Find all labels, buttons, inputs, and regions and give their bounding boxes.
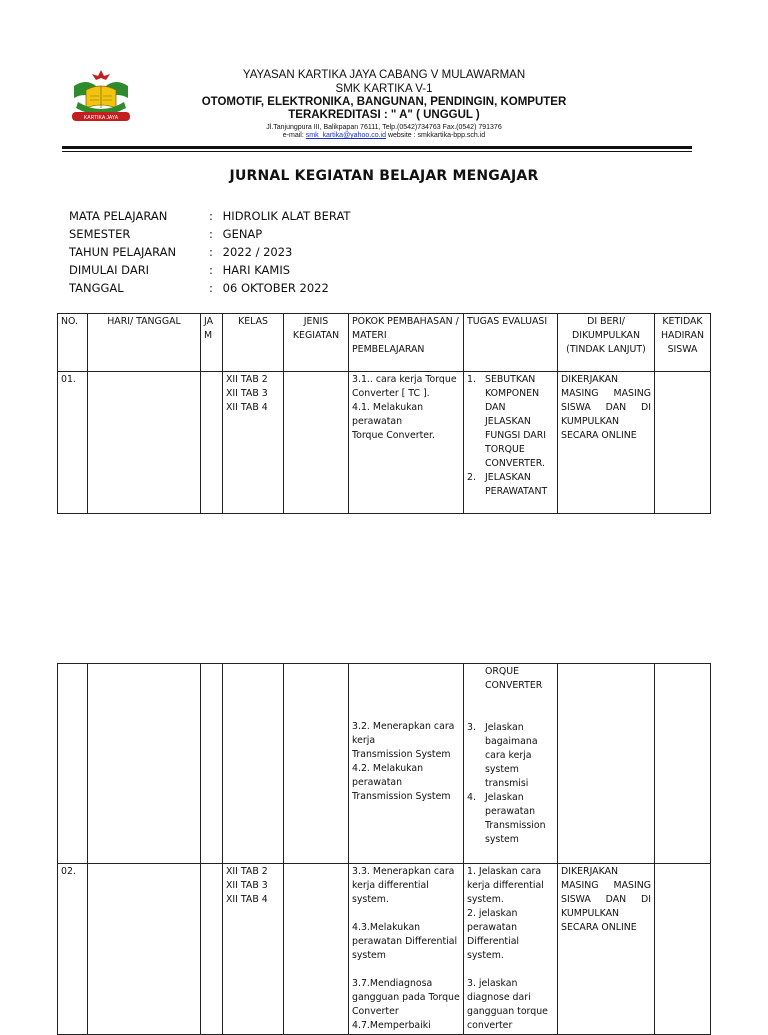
col-header-task: TUGAS EVALUASI [464,314,558,372]
header-rule-thick [62,146,692,149]
table-header-row [58,314,711,372]
table-row [58,664,711,864]
row-task: 1. SEBUTKAN KOMPONEN DAN JELASKAN FUNGSI DARI TORQUE CONVERTER. 2. JELASKAN PERAWATANT [464,372,558,514]
row-absence [655,864,711,1035]
header-rule-thin [62,151,692,152]
programs-line: OTOMOTIF, ELEKTRONIKA, BANGUNAN, PENDINGIN, KOMPUTER [201,96,567,108]
table-row [58,372,711,514]
info-row-start: DIMULAI DARI : HARI KAMIS [69,263,291,277]
info-row-semester: SEMESTER : GENAP [69,227,263,241]
school-name: SMK KARTIKA V-1 [335,83,433,95]
journal-table-page2 [57,663,711,1035]
address-line: Jl.Tanjungpura III, Balikpapan 76111, Telp.(0542)734763 Fax.(0542) 791376 [266,124,502,131]
row-topic: 3.1.. cara kerja Torque Converter [ TC ]. 4.1. Melakukan perawatan Torque Converter. [349,372,464,514]
col-header-class: KELAS [223,314,284,372]
col-header-no: NO. [58,314,88,372]
row-task: ORQUE CONVERTER 3. Jelaskan bagaimana cara kerja system transmisi 4. Jelaskan perawatan Transmission system [464,664,558,864]
row-task: 1. Jelaskan cara kerja differential system. 2. jelaskan perawatan Differential system. 3. jelaskan diagnose dari gangguan torque converter [464,864,558,1035]
info-row-subject: MATA PELAJARAN : HIDROLIK ALAT BERAT [69,209,351,223]
row-topic: 3.3. Menerapkan cara kerja differential system. 4.3.Melakukan perawatan Differential system 3.7.Mendiagnosa gangguan pada Torque Converter 4.7.Memperbaiki [349,864,464,1035]
email-link[interactable]: smk_kartika@yahoo.co.id [305,132,386,139]
journal-table-page1 [57,313,711,514]
col-header-absence: KETIDAK HADIRAN SISWA [655,314,711,372]
row-day [88,864,201,1035]
col-header-day: HARI/ TANGGAL [88,314,201,372]
row-absence [655,372,711,514]
col-header-hour: JA M [201,314,223,372]
accreditation-line: TERAKREDITASI : " A" ( UNGGUL ) [288,109,480,121]
row-followup: DIKERJAKAN MASING MASING SISWA DAN DI KUMPULKAN SECARA ONLINE [558,372,655,514]
info-row-year: TAHUN PELAJARAN : 2022 / 2023 [69,245,293,259]
info-row-date: TANGGAL : 06 OKTOBER 2022 [69,281,329,295]
logo-text: KARTIKA JAYA [83,115,119,121]
contact-line: e-mail: smk_kartika@yahoo.co.id website : smkkartika-bpp.sch.id [282,132,486,139]
row-no: 01. [58,372,88,514]
col-header-topic: POKOK PEMBAHASAN / MATERI PEMBELAJARAN [349,314,464,372]
table-row [58,864,711,1035]
row-day [88,372,201,514]
col-header-activity: JENIS KEGIATAN [284,314,349,372]
row-no: 02. [58,864,88,1035]
row-hour [201,864,223,1035]
row-class: XII TAB 2 XII TAB 3 XII TAB 4 [223,372,284,514]
row-class: XII TAB 2 XII TAB 3 XII TAB 4 [223,864,284,1035]
row-activity [284,864,349,1035]
document-title: JURNAL KEGIATAN BELAJAR MENGAJAR [229,168,539,184]
row-hour [201,372,223,514]
col-header-followup: DI BERI/ DIKUMPULKAN (TINDAK LANJUT) [558,314,655,372]
row-topic: 3.2. Menerapkan cara kerja Transmission System 4.2. Melakukan perawatan Transmission System [349,664,464,864]
row-activity [284,372,349,514]
row-followup: DIKERJAKAN MASING MASING SISWA DAN DI KUMPULKAN SECARA ONLINE [558,864,655,1035]
foundation-name: YAYASAN KARTIKA JAYA CABANG V MULAWARMAN [242,69,526,81]
info-block [69,207,350,297]
